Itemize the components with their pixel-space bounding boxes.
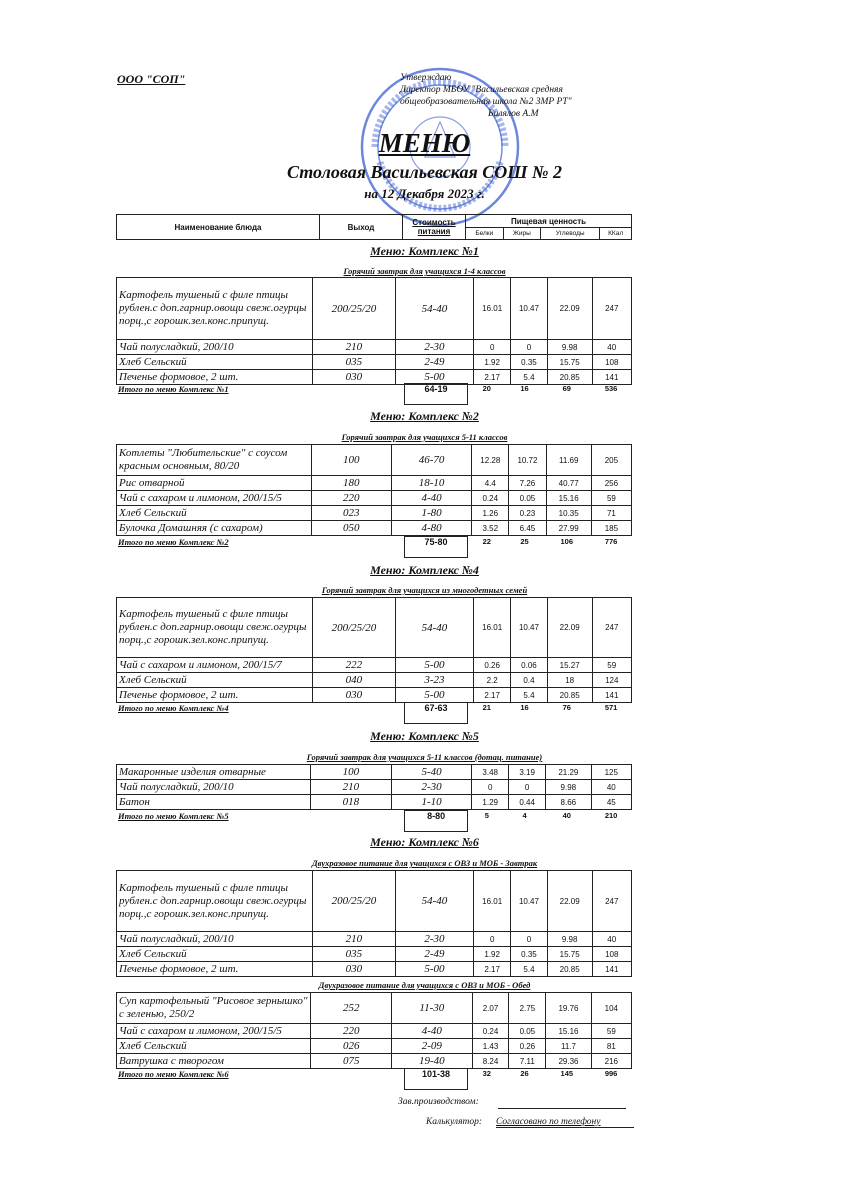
dish-fats: 10.72 [509, 445, 546, 476]
dish-output: 026 [311, 1039, 392, 1054]
dish-output: 210 [313, 340, 395, 355]
menu-title: Меню: Комплекс №4 [370, 563, 479, 577]
menu-title: Меню: Комплекс №5 [370, 729, 479, 743]
dish-carbs: 27.99 [546, 521, 591, 536]
total-proteins: 32 [482, 1068, 491, 1078]
dish-fats: 3.19 [509, 765, 546, 780]
dish-name: Булочка Домашняя (с сахаром) [117, 521, 312, 536]
table-row [117, 658, 632, 673]
table-row [117, 506, 632, 521]
dish-name: Чай с сахаром и лимоном, 200/15/7 [117, 658, 313, 673]
dish-name: Печенье формовое, 2 шт. [117, 962, 313, 977]
dish-name: Чай полусладкий, 200/10 [117, 780, 311, 795]
dish-proteins: 2.17 [474, 370, 511, 385]
production-label: Зав.производством: [398, 1097, 479, 1107]
dish-name: Котлеты "Любительские" с соусом красным основным, 80/20 [117, 445, 312, 476]
header-output: Выход [320, 215, 403, 240]
dish-cost: 5-00 [395, 688, 474, 703]
dish-carbs: 21.29 [546, 765, 592, 780]
dish-cost: 46-70 [391, 445, 471, 476]
dish-carbs: 9.98 [547, 932, 592, 947]
dish-cost: 54-40 [395, 871, 474, 932]
dish-proteins: 1.92 [474, 355, 511, 370]
dish-proteins: 12.28 [472, 445, 509, 476]
table-row [117, 278, 632, 340]
total-fats: 26 [520, 1068, 529, 1078]
total-kcal: 571 [604, 702, 618, 712]
dish-carbs: 20.85 [547, 370, 592, 385]
dish-output: 040 [313, 673, 395, 688]
menu-table [116, 277, 632, 385]
dish-fats: 10.47 [511, 598, 548, 658]
total-proteins: 21 [482, 702, 491, 712]
dish-fats: 5.4 [511, 962, 548, 977]
dish-cost: 2-30 [391, 780, 471, 795]
total-cost: 64-19 [405, 384, 468, 405]
dish-fats: 10.47 [511, 871, 548, 932]
dish-name: Картофель тушеный с филе птицы рублен.с доп.гарнир.овощи свеж.огурцы порц.,с горошк.зел.конс.припущ. [117, 598, 313, 658]
total-fats: 25 [520, 536, 529, 546]
dish-kcal: 216 [591, 1054, 631, 1069]
dish-output: 050 [311, 521, 391, 536]
dish-kcal: 247 [592, 278, 632, 340]
dish-name: Суп картофельный "Рисовое зернышко" с зеленью, 250/2 [117, 993, 311, 1024]
dish-proteins: 0 [472, 780, 509, 795]
table-row [117, 1039, 632, 1054]
dish-fats: 0.35 [511, 355, 548, 370]
total-proteins: 5 [484, 810, 489, 820]
approval-line-3: общеобразовательная школа №2 ЗМР РТ" [400, 97, 572, 107]
dish-carbs: 18 [547, 673, 592, 688]
dish-proteins: 0.24 [472, 491, 509, 506]
total-proteins: 22 [482, 536, 491, 546]
dish-cost: 2-30 [395, 932, 474, 947]
total-cost: 67-63 [405, 703, 468, 724]
dish-fats: 0.44 [509, 795, 546, 810]
header-kcal: ККал [600, 228, 632, 240]
dish-output: 222 [313, 658, 395, 673]
menu-table [116, 597, 632, 703]
dish-cost: 54-40 [395, 598, 474, 658]
dish-cost: 1-10 [391, 795, 471, 810]
column-header [116, 214, 632, 240]
dish-name: Ватрушка с творогом [117, 1054, 311, 1069]
dish-output: 075 [311, 1054, 392, 1069]
meal-subtitle: Горячий завтрак для учащихся 5-11 классов [341, 432, 508, 442]
dish-name: Чай с сахаром и лимоном, 200/15/5 [117, 1024, 311, 1039]
dish-carbs: 20.85 [547, 962, 592, 977]
dish-name: Хлеб Сельский [117, 947, 313, 962]
dish-proteins: 1.29 [472, 795, 509, 810]
dish-proteins: 16.01 [474, 278, 511, 340]
dish-output: 100 [311, 445, 391, 476]
dish-proteins: 0 [474, 932, 511, 947]
dish-carbs: 9.98 [547, 340, 592, 355]
page-title: МЕНЮ [378, 128, 471, 158]
dish-carbs: 15.75 [547, 355, 592, 370]
header-cost: Стоимость питания [403, 215, 466, 240]
dish-kcal: 141 [592, 370, 632, 385]
dish-proteins: 4.4 [472, 476, 509, 491]
meal-subtitle: Двухразовое питание для учащихся с ОВЗ и МОБ - Обед [318, 980, 531, 990]
menu-total [116, 702, 632, 724]
organization-name: ООО "СОП" [117, 72, 186, 86]
total-label: Итого по меню Комплекс №6 [118, 1068, 229, 1079]
dish-proteins: 0.26 [474, 658, 511, 673]
dish-kcal: 40 [591, 780, 631, 795]
dish-kcal: 40 [592, 932, 632, 947]
dish-fats: 0.4 [511, 673, 548, 688]
total-kcal: 210 [604, 810, 618, 820]
menu-title: Меню: Комплекс №6 [370, 835, 479, 849]
dish-name: Хлеб Сельский [117, 1039, 311, 1054]
dish-carbs: 11.69 [546, 445, 591, 476]
dish-proteins: 16.01 [474, 598, 511, 658]
dish-name: Чай полусладкий, 200/10 [117, 340, 313, 355]
menu-table [116, 764, 632, 810]
table-row [117, 521, 632, 536]
dish-fats: 0.35 [511, 947, 548, 962]
table-row [117, 871, 632, 932]
dish-output: 180 [311, 476, 391, 491]
dish-fats: 0.23 [509, 506, 546, 521]
table-row [117, 932, 632, 947]
total-cost: 101-38 [405, 1069, 468, 1090]
dish-proteins: 1.26 [472, 506, 509, 521]
dish-proteins: 3.52 [472, 521, 509, 536]
header-proteins: Белки [466, 228, 504, 240]
table-row [117, 598, 632, 658]
dish-proteins: 2.17 [474, 688, 511, 703]
dish-fats: 0.26 [509, 1039, 546, 1054]
menu-table [116, 992, 632, 1069]
total-carbs: 76 [562, 702, 571, 712]
dish-name: Картофель тушеный с филе птицы рублен.с доп.гарнир.овощи свеж.огурцы порц.,с горошк.зел.конс.припущ. [117, 278, 313, 340]
dish-name: Макаронные изделия отварные [117, 765, 311, 780]
dish-kcal: 59 [591, 491, 631, 506]
dish-cost: 2-49 [395, 355, 474, 370]
total-carbs: 40 [562, 810, 571, 820]
approval-line-4: Билялов А.М [488, 109, 539, 119]
dish-carbs: 20.85 [547, 688, 592, 703]
total-carbs: 106 [560, 536, 574, 546]
menu-table [116, 444, 632, 536]
dish-carbs: 9.98 [546, 780, 592, 795]
header-name: Наименование блюда [117, 215, 320, 240]
dish-output: 030 [313, 370, 395, 385]
dish-kcal: 40 [592, 340, 632, 355]
dish-cost: 5-00 [395, 370, 474, 385]
dish-kcal: 104 [591, 993, 631, 1024]
dish-output: 220 [311, 491, 391, 506]
table-row [117, 1054, 632, 1069]
dish-kcal: 141 [592, 962, 632, 977]
table-row [117, 673, 632, 688]
dish-fats: 5.4 [511, 370, 548, 385]
dish-proteins: 3.48 [472, 765, 509, 780]
dish-name: Хлеб Сельский [117, 673, 313, 688]
dish-proteins: 2.2 [474, 673, 511, 688]
dish-output: 030 [313, 962, 395, 977]
total-label: Итого по меню Комплекс №4 [118, 702, 229, 713]
table-row [117, 355, 632, 370]
menu-date: на 12 Декабря 2023 г. [364, 186, 485, 201]
total-proteins: 20 [482, 383, 491, 393]
dish-cost: 19-40 [392, 1054, 473, 1069]
dish-name: Печенье формовое, 2 шт. [117, 370, 313, 385]
dish-fats: 6.45 [509, 521, 546, 536]
dish-cost: 54-40 [395, 278, 474, 340]
table-row [117, 491, 632, 506]
meal-subtitle: Горячий завтрак для учащихся 1-4 классов [343, 266, 506, 276]
menu-total [116, 536, 632, 558]
dish-kcal: 247 [592, 598, 632, 658]
dish-cost: 4-40 [392, 1024, 473, 1039]
dish-output: 252 [311, 993, 392, 1024]
dish-kcal: 256 [591, 476, 631, 491]
header-nutrition: Пищевая ценность [466, 215, 632, 228]
dish-proteins: 16.01 [474, 871, 511, 932]
total-kcal: 536 [604, 383, 618, 393]
dish-fats: 0.05 [509, 491, 546, 506]
dish-cost: 5-40 [391, 765, 471, 780]
dish-output: 023 [311, 506, 391, 521]
dish-proteins: 1.43 [472, 1039, 509, 1054]
dish-output: 100 [310, 765, 391, 780]
dish-output: 200/25/20 [313, 871, 395, 932]
total-kcal: 776 [604, 536, 618, 546]
dish-name: Картофель тушеный с филе птицы рублен.с доп.гарнир.овощи свеж.огурцы порц.,с горошк.зел.конс.припущ. [117, 871, 313, 932]
dish-cost: 1-80 [391, 506, 471, 521]
table-row [117, 765, 632, 780]
menu-total [116, 1068, 632, 1090]
dish-kcal: 71 [591, 506, 631, 521]
dish-output: 210 [310, 780, 391, 795]
meal-subtitle: Двухразовое питание для учащихся с ОВЗ и МОБ - Завтрак [311, 858, 538, 868]
total-cost: 75-80 [405, 537, 468, 558]
menu-table [116, 870, 632, 977]
dish-cost: 2-30 [395, 340, 474, 355]
dish-proteins: 1.92 [474, 947, 511, 962]
total-label: Итого по меню Комплекс №5 [118, 810, 229, 821]
dish-name: Хлеб Сельский [117, 506, 312, 521]
dish-output: 200/25/20 [313, 598, 395, 658]
total-fats: 16 [520, 383, 529, 393]
total-fats: 4 [522, 810, 527, 820]
total-carbs: 145 [560, 1068, 574, 1078]
table-row [117, 993, 632, 1024]
dish-cost: 2-09 [392, 1039, 473, 1054]
dish-fats: 0 [509, 780, 546, 795]
dish-carbs: 15.75 [547, 947, 592, 962]
dish-proteins: 0.24 [472, 1024, 509, 1039]
dish-proteins: 2.17 [474, 962, 511, 977]
dish-name: Рис отварной [117, 476, 312, 491]
canteen-name: Столовая Васильевская СОШ № 2 [287, 162, 562, 182]
dish-kcal: 81 [591, 1039, 631, 1054]
dish-output: 030 [313, 688, 395, 703]
total-fats: 16 [520, 702, 529, 712]
dish-cost: 11-30 [392, 993, 473, 1024]
dish-fats: 0.06 [511, 658, 548, 673]
dish-fats: 0 [511, 932, 548, 947]
dish-carbs: 19.76 [546, 993, 591, 1024]
dish-kcal: 45 [591, 795, 631, 810]
dish-kcal: 205 [591, 445, 631, 476]
table-row [117, 1024, 632, 1039]
menu-total [116, 810, 632, 832]
table-row [117, 780, 632, 795]
dish-carbs: 29.36 [546, 1054, 591, 1069]
dish-kcal: 125 [591, 765, 631, 780]
dish-kcal: 185 [591, 521, 631, 536]
header-carbs: Углеводы [541, 228, 600, 240]
dish-fats: 10.47 [511, 278, 548, 340]
calculator-label: Калькулятор: [426, 1117, 483, 1127]
dish-carbs: 40.77 [546, 476, 591, 491]
dish-fats: 5.4 [511, 688, 548, 703]
production-signature-line [498, 1108, 626, 1109]
approval-line-1: Утверждаю [400, 73, 452, 83]
dish-proteins: 2.07 [472, 993, 509, 1024]
total-carbs: 69 [562, 383, 571, 393]
dish-name: Печенье формовое, 2 шт. [117, 688, 313, 703]
dish-kcal: 108 [592, 355, 632, 370]
dish-name: Чай полусладкий, 200/10 [117, 932, 313, 947]
table-row [117, 340, 632, 355]
dish-kcal: 141 [592, 688, 632, 703]
dish-proteins: 0 [474, 340, 511, 355]
dish-proteins: 8.24 [472, 1054, 509, 1069]
dish-carbs: 22.09 [547, 278, 592, 340]
table-row [117, 688, 632, 703]
table-row [117, 947, 632, 962]
approval-block [400, 72, 630, 120]
menu-title: Меню: Комплекс №2 [370, 409, 479, 423]
dish-kcal: 124 [592, 673, 632, 688]
dish-output: 035 [313, 355, 395, 370]
dish-fats: 0.05 [509, 1024, 546, 1039]
dish-carbs: 22.09 [547, 871, 592, 932]
dish-carbs: 15.16 [546, 1024, 591, 1039]
dish-kcal: 59 [592, 658, 632, 673]
dish-cost: 5-00 [395, 658, 474, 673]
total-cost: 8-80 [405, 811, 468, 832]
dish-carbs: 22.09 [547, 598, 592, 658]
table-row [117, 445, 632, 476]
table-row [117, 962, 632, 977]
dish-kcal: 59 [591, 1024, 631, 1039]
dish-carbs: 11.7 [546, 1039, 591, 1054]
dish-name: Хлеб Сельский [117, 355, 313, 370]
menu-title: Меню: Комплекс №1 [370, 244, 479, 258]
dish-cost: 18-10 [391, 476, 471, 491]
dish-cost: 2-49 [395, 947, 474, 962]
dish-cost: 3-23 [395, 673, 474, 688]
meal-subtitle: Горячий завтрак для учащихся 5-11 классов (дотац. питание) [306, 752, 543, 762]
table-row [117, 795, 632, 810]
dish-cost: 5-00 [395, 962, 474, 977]
dish-carbs: 8.66 [546, 795, 592, 810]
dish-fats: 0 [511, 340, 548, 355]
dish-output: 018 [310, 795, 391, 810]
dish-fats: 7.26 [509, 476, 546, 491]
calculator-value: Согласовано по телефону [496, 1117, 634, 1128]
total-kcal: 996 [604, 1068, 618, 1078]
table-row [117, 476, 632, 491]
total-label: Итого по меню Комплекс №2 [118, 536, 229, 547]
meal-subtitle: Горячий завтрак для учащихся из многодетных семей [321, 585, 528, 595]
dish-fats: 2.75 [509, 993, 546, 1024]
dish-name: Батон [117, 795, 311, 810]
dish-kcal: 247 [592, 871, 632, 932]
total-label: Итого по меню Комплекс №1 [118, 383, 229, 394]
dish-kcal: 108 [592, 947, 632, 962]
dish-carbs: 15.16 [546, 491, 591, 506]
header-fats: Жиры [503, 228, 541, 240]
dish-fats: 7.11 [509, 1054, 546, 1069]
dish-carbs: 10.35 [546, 506, 591, 521]
dish-cost: 4-40 [391, 491, 471, 506]
menu-total [116, 383, 632, 405]
dish-name: Чай с сахаром и лимоном, 200/15/5 [117, 491, 312, 506]
dish-output: 035 [313, 947, 395, 962]
dish-cost: 4-80 [391, 521, 471, 536]
dish-output: 210 [313, 932, 395, 947]
dish-carbs: 15.27 [547, 658, 592, 673]
dish-output: 200/25/20 [313, 278, 395, 340]
approval-line-2: Директор МБОУ "Васильевская средняя [400, 85, 563, 95]
dish-output: 220 [311, 1024, 392, 1039]
